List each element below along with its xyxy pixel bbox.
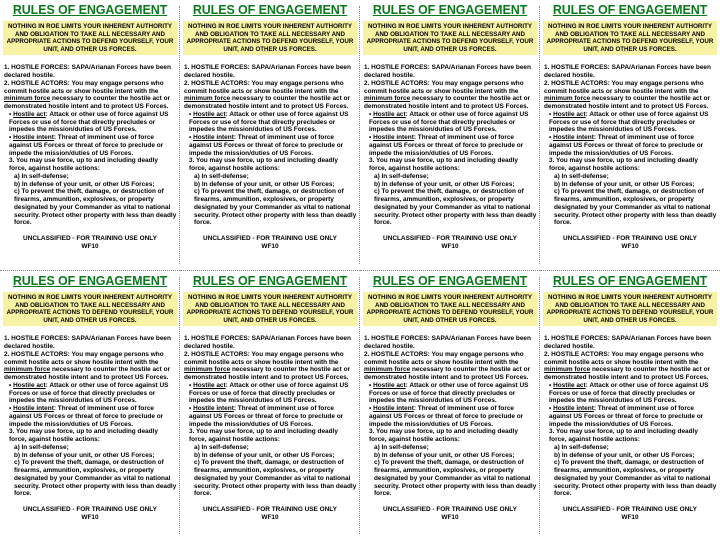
hostile-actors-text-cont: necessary to counter the hostile act or demonstrated hostile intent and to protect US Forces. [4,366,171,382]
hostile-forces-paragraph: 1. HOSTILE FORCES: SAPA/Arianan Forces have been declared hostile. [544,64,711,80]
authority-banner: NOTHING IN ROE LIMITS YOUR INHERENT AUTHORITY AND OBLIGATION TO TAKE ALL NECESSARY AND APPROPRIATE ACTIONS TO DEFEND YOURSELF, YOUR UNIT, AND OTHER US FORCES. [363,292,537,326]
hostile-actors-text: 2. HOSTILE ACTORS: You may engage persons who commit hostile acts or show hostile intent with the [4,350,164,366]
property-defense-item: c) To prevent the theft, damage, or destruction of firearms, ammunition, explosives, or property designated by your Commander as vital to national security. Protect other property with less than deadly force. [554,459,717,498]
minimum-force-term: minimum force [184,95,231,103]
unit-defense-item: b) In defense of your unit, or other US Forces; [194,180,335,188]
bullet-icon: • [549,405,552,413]
bullet-icon: • [189,110,192,118]
hostile-act-text: : Attack or other use of force against US Forces or use of force that directly precludes or impedes the mission/duties of US Forces. [369,381,529,405]
hostile-actors-text: 2. HOSTILE ACTORS: You may engage persons who commit hostile acts or show hostile intent with the [184,350,344,366]
classification-text: UNCLASSIFIED - FOR TRAINING USE ONLY [203,506,337,514]
hostile-act-term: Hostile act [193,110,226,118]
roe-card [360,270,540,540]
hostile-act-text: : Attack or other use of force against US Forces or use of force that directly precludes or impedes the mission/duties of US Forces. [189,381,349,405]
self-defense-item: a) In self-defense; [194,172,249,180]
card-title: RULES OF ENGAGEMENT [552,274,708,288]
hostile-act-term: Hostile act [373,381,406,389]
classification-footer [363,506,537,522]
bullet-icon: • [369,405,372,413]
self-defense-item: a) In self-defense; [554,443,609,451]
card-body [3,335,177,498]
hostile-actors-paragraph [4,80,177,111]
card-body [183,335,357,498]
use-of-force-paragraph: 3. You may use force, up to and including deadly force, against hostile actions: [189,157,338,173]
hostile-actors-text-cont: necessary to counter the hostile act or demonstrated hostile intent and to protect US Forces. [544,366,711,382]
hostile-intent-text: : Threat of imminent use of force against US Forces or threat of force to preclude or impede the mission/duties of US Forces. [549,134,704,157]
bullet-icon: • [9,110,12,118]
hostile-actors-text-cont: necessary to counter the hostile act or demonstrated hostile intent and to protect US Forces. [4,95,171,111]
use-of-force-paragraph: 3. You may use force, up to and including deadly force, against hostile actions: [369,157,518,173]
bullet-icon: • [9,405,12,413]
roe-card [0,270,180,540]
self-defense-item: a) In self-defense; [14,172,69,180]
hostile-intent-term: Hostile intent [373,405,414,413]
form-code: WF10 [261,513,279,521]
card-body [363,64,537,227]
hostile-actors-text: 2. HOSTILE ACTORS: You may engage persons who commit hostile acts or show hostile intent with the [184,79,344,95]
hostile-intent-definition [184,134,357,157]
use-of-force-paragraph: 3. You may use force, up to and including deadly force, against hostile actions: [549,157,698,173]
classification-text: UNCLASSIFIED - FOR TRAINING USE ONLY [23,235,157,243]
hostile-actors-text: 2. HOSTILE ACTORS: You may engage persons who commit hostile acts or show hostile intent with the [4,79,164,95]
bullet-icon: • [369,110,372,118]
classification-footer [3,506,177,522]
use-of-force-paragraph: 3. You may use force, up to and including deadly force, against hostile actions: [9,428,158,444]
card-title: RULES OF ENGAGEMENT [372,274,528,288]
unit-defense-item: b) In defense of your unit, or other US Forces; [14,451,155,459]
hostile-intent-definition [4,134,177,157]
card-body [543,64,717,227]
authority-banner: NOTHING IN ROE LIMITS YOUR INHERENT AUTHORITY AND OBLIGATION TO TAKE ALL NECESSARY AND APPROPRIATE ACTIONS TO DEFEND YOURSELF, YOUR UNIT, AND OTHER US FORCES. [3,21,177,55]
property-defense-item: c) To prevent the theft, damage, or destruction of firearms, ammunition, explosives, or property designated by your Commander as vital to national security. Protect other property with less than deadly force. [14,459,177,498]
card-title: RULES OF ENGAGEMENT [372,3,528,17]
use-of-force-paragraph: 3. You may use force, up to and including deadly force, against hostile actions: [189,428,338,444]
hostile-act-text: : Attack or other use of force against US Forces or use of force that directly precludes or impedes the mission/duties of US Forces. [369,110,529,134]
hostile-actors-text: 2. HOSTILE ACTORS: You may engage persons who commit hostile acts or show hostile intent with the [364,79,524,95]
hostile-intent-term: Hostile intent [553,405,594,413]
hostile-actors-paragraph [364,351,537,382]
roe-card [360,0,540,270]
hostile-intent-definition [364,134,537,157]
hostile-intent-definition [364,405,537,428]
use-of-force-paragraph: 3. You may use force, up to and including deadly force, against hostile actions: [369,428,518,444]
authority-banner: NOTHING IN ROE LIMITS YOUR INHERENT AUTHORITY AND OBLIGATION TO TAKE ALL NECESSARY AND APPROPRIATE ACTIONS TO DEFEND YOURSELF, YOUR UNIT, AND OTHER US FORCES. [3,292,177,326]
classification-footer [363,235,537,251]
card-title: RULES OF ENGAGEMENT [192,274,348,288]
form-code: WF10 [81,513,99,521]
form-code: WF10 [621,513,639,521]
roe-card [180,0,360,270]
bullet-icon: • [9,134,12,142]
classification-text: UNCLASSIFIED - FOR TRAINING USE ONLY [23,506,157,514]
hostile-intent-definition [4,405,177,428]
bullet-icon: • [189,134,192,142]
classification-footer [543,506,717,522]
bullet-icon: • [189,381,192,389]
minimum-force-term: minimum force [364,95,411,103]
hostile-actors-paragraph [544,351,717,382]
hostile-act-term: Hostile act [193,381,226,389]
card-title: RULES OF ENGAGEMENT [12,3,168,17]
card-body [3,64,177,227]
property-defense-item: c) To prevent the theft, damage, or destruction of firearms, ammunition, explosives, or property designated by your Commander as vital to national security. Protect other property with less than deadly force. [194,188,357,227]
hostile-act-definition [544,382,717,405]
authority-banner: NOTHING IN ROE LIMITS YOUR INHERENT AUTHORITY AND OBLIGATION TO TAKE ALL NECESSARY AND APPROPRIATE ACTIONS TO DEFEND YOURSELF, YOUR UNIT, AND OTHER US FORCES. [543,21,717,55]
property-defense-item: c) To prevent the theft, damage, or destruction of firearms, ammunition, explosives, or property designated by your Commander as vital to national security. Protect other property with less than deadly force. [14,188,177,227]
hostile-intent-text: : Threat of imminent use of force against US Forces or threat of force to preclude or impede the mission/duties of US Forces. [9,134,164,157]
classification-text: UNCLASSIFIED - FOR TRAINING USE ONLY [383,235,517,243]
bullet-icon: • [549,110,552,118]
self-defense-item: a) In self-defense; [14,443,69,451]
hostile-intent-text: : Threat of imminent use of force against US Forces or threat of force to preclude or impede the mission/duties of US Forces. [189,134,344,157]
hostile-forces-paragraph: 1. HOSTILE FORCES: SAPA/Arianan Forces have been declared hostile. [364,64,531,80]
hostile-actors-paragraph [184,80,357,111]
bullet-icon: • [369,381,372,389]
hostile-act-definition [184,382,357,405]
property-defense-item: c) To prevent the theft, damage, or destruction of firearms, ammunition, explosives, or property designated by your Commander as vital to national security. Protect other property with less than deadly force. [554,188,717,227]
property-defense-item: c) To prevent the theft, damage, or destruction of firearms, ammunition, explosives, or property designated by your Commander as vital to national security. Protect other property with less than deadly force. [194,459,357,498]
classification-footer [183,506,357,522]
hostile-act-term: Hostile act [373,110,406,118]
bullet-icon: • [549,381,552,389]
classification-footer [543,235,717,251]
hostile-intent-term: Hostile intent [553,134,594,142]
hostile-intent-term: Hostile intent [13,405,54,413]
minimum-force-term: minimum force [4,95,51,103]
authority-banner: NOTHING IN ROE LIMITS YOUR INHERENT AUTHORITY AND OBLIGATION TO TAKE ALL NECESSARY AND APPROPRIATE ACTIONS TO DEFEND YOURSELF, YOUR UNIT, AND OTHER US FORCES. [183,292,357,326]
self-defense-item: a) In self-defense; [374,172,429,180]
hostile-act-text: : Attack or other use of force against US Forces or use of force that directly precludes or impedes the mission/duties of US Forces. [549,110,709,134]
hostile-forces-paragraph: 1. HOSTILE FORCES: SAPA/Arianan Forces have been declared hostile. [544,335,711,351]
unit-defense-item: b) In defense of your unit, or other US Forces; [554,180,695,188]
hostile-actors-paragraph [544,80,717,111]
bullet-icon: • [549,134,552,142]
hostile-intent-term: Hostile intent [193,134,234,142]
hostile-act-term: Hostile act [553,381,586,389]
form-code: WF10 [441,513,459,521]
hostile-intent-definition [544,134,717,157]
card-title: RULES OF ENGAGEMENT [192,3,348,17]
classification-text: UNCLASSIFIED - FOR TRAINING USE ONLY [203,235,337,243]
unit-defense-item: b) In defense of your unit, or other US Forces; [554,451,695,459]
hostile-act-definition [364,382,537,405]
minimum-force-term: minimum force [4,366,51,374]
hostile-act-definition [364,111,537,134]
hostile-forces-paragraph: 1. HOSTILE FORCES: SAPA/Arianan Forces have been declared hostile. [4,64,171,80]
hostile-intent-definition [544,405,717,428]
bullet-icon: • [9,381,12,389]
hostile-act-term: Hostile act [553,110,586,118]
hostile-actors-text-cont: necessary to counter the hostile act or demonstrated hostile intent and to protect US Forces. [184,366,351,382]
hostile-intent-text: : Threat of imminent use of force against US Forces or threat of force to preclude or impede the mission/duties of US Forces. [9,405,164,428]
hostile-actors-paragraph [184,351,357,382]
authority-banner: NOTHING IN ROE LIMITS YOUR INHERENT AUTHORITY AND OBLIGATION TO TAKE ALL NECESSARY AND APPROPRIATE ACTIONS TO DEFEND YOURSELF, YOUR UNIT, AND OTHER US FORCES. [543,292,717,326]
card-title: RULES OF ENGAGEMENT [12,274,168,288]
roe-card [0,0,180,270]
roe-card [540,270,720,540]
unit-defense-item: b) In defense of your unit, or other US Forces; [194,451,335,459]
classification-footer [183,235,357,251]
hostile-act-definition [4,111,177,134]
hostile-actors-text: 2. HOSTILE ACTORS: You may engage persons who commit hostile acts or show hostile intent with the [364,350,524,366]
hostile-act-term: Hostile act [13,381,46,389]
classification-text: UNCLASSIFIED - FOR TRAINING USE ONLY [563,235,697,243]
hostile-forces-paragraph: 1. HOSTILE FORCES: SAPA/Arianan Forces have been declared hostile. [184,64,351,80]
unit-defense-item: b) In defense of your unit, or other US Forces; [14,180,155,188]
hostile-act-definition [544,111,717,134]
hostile-actors-text-cont: necessary to counter the hostile act or demonstrated hostile intent and to protect US Forces. [544,95,711,111]
hostile-act-text: : Attack or other use of force against US Forces or use of force that directly precludes or impedes the mission/duties of US Forces. [189,110,349,134]
hostile-intent-term: Hostile intent [13,134,54,142]
self-defense-item: a) In self-defense; [374,443,429,451]
minimum-force-term: minimum force [364,366,411,374]
hostile-intent-definition [184,405,357,428]
property-defense-item: c) To prevent the theft, damage, or destruction of firearms, ammunition, explosives, or property designated by your Commander as vital to national security. Protect other property with less than deadly force. [374,188,537,227]
form-code: WF10 [81,242,99,250]
hostile-forces-paragraph: 1. HOSTILE FORCES: SAPA/Arianan Forces have been declared hostile. [184,335,351,351]
minimum-force-term: minimum force [544,366,591,374]
hostile-act-definition [184,111,357,134]
classification-footer [3,235,177,251]
self-defense-item: a) In self-defense; [554,172,609,180]
hostile-actors-paragraph [364,80,537,111]
minimum-force-term: minimum force [184,366,231,374]
roe-card [180,270,360,540]
classification-text: UNCLASSIFIED - FOR TRAINING USE ONLY [383,506,517,514]
self-defense-item: a) In self-defense; [194,443,249,451]
hostile-forces-paragraph: 1. HOSTILE FORCES: SAPA/Arianan Forces have been declared hostile. [4,335,171,351]
minimum-force-term: minimum force [544,95,591,103]
hostile-actors-paragraph [4,351,177,382]
hostile-act-text: : Attack or other use of force against US Forces or use of force that directly precludes or impedes the mission/duties of US Forces. [9,381,169,405]
hostile-actors-text-cont: necessary to counter the hostile act or demonstrated hostile intent and to protect US Forces. [184,95,351,111]
hostile-act-text: : Attack or other use of force against US Forces or use of force that directly precludes or impedes the mission/duties of US Forces. [9,110,169,134]
card-body [363,335,537,498]
unit-defense-item: b) In defense of your unit, or other US Forces; [374,451,515,459]
unit-defense-item: b) In defense of your unit, or other US Forces; [374,180,515,188]
hostile-intent-text: : Threat of imminent use of force against US Forces or threat of force to preclude or impede the mission/duties of US Forces. [189,405,344,428]
card-body [543,335,717,498]
use-of-force-paragraph: 3. You may use force, up to and including deadly force, against hostile actions: [9,157,158,173]
hostile-act-text: : Attack or other use of force against US Forces or use of force that directly precludes or impedes the mission/duties of US Forces. [549,381,709,405]
form-code: WF10 [261,242,279,250]
form-code: WF10 [621,242,639,250]
classification-text: UNCLASSIFIED - FOR TRAINING USE ONLY [563,506,697,514]
bullet-icon: • [189,405,192,413]
hostile-actors-text: 2. HOSTILE ACTORS: You may engage persons who commit hostile acts or show hostile intent with the [544,350,704,366]
authority-banner: NOTHING IN ROE LIMITS YOUR INHERENT AUTHORITY AND OBLIGATION TO TAKE ALL NECESSARY AND APPROPRIATE ACTIONS TO DEFEND YOURSELF, YOUR UNIT, AND OTHER US FORCES. [363,21,537,55]
property-defense-item: c) To prevent the theft, damage, or destruction of firearms, ammunition, explosives, or property designated by your Commander as vital to national security. Protect other property with less than deadly force. [374,459,537,498]
authority-banner: NOTHING IN ROE LIMITS YOUR INHERENT AUTHORITY AND OBLIGATION TO TAKE ALL NECESSARY AND APPROPRIATE ACTIONS TO DEFEND YOURSELF, YOUR UNIT, AND OTHER US FORCES. [183,21,357,55]
hostile-actors-text: 2. HOSTILE ACTORS: You may engage persons who commit hostile acts or show hostile intent with the [544,79,704,95]
roe-card [540,0,720,270]
card-title: RULES OF ENGAGEMENT [552,3,708,17]
hostile-intent-text: : Threat of imminent use of force against US Forces or threat of force to preclude or impede the mission/duties of US Forces. [549,405,704,428]
hostile-intent-term: Hostile intent [193,405,234,413]
use-of-force-paragraph: 3. You may use force, up to and including deadly force, against hostile actions: [549,428,698,444]
hostile-actors-text-cont: necessary to counter the hostile act or demonstrated hostile intent and to protect US Forces. [364,95,531,111]
hostile-intent-term: Hostile intent [373,134,414,142]
hostile-act-definition [4,382,177,405]
card-body [183,64,357,227]
form-code: WF10 [441,242,459,250]
hostile-intent-text: : Threat of imminent use of force against US Forces or threat of force to preclude or impede the mission/duties of US Forces. [369,134,524,157]
hostile-act-term: Hostile act [13,110,46,118]
bullet-icon: • [369,134,372,142]
hostile-intent-text: : Threat of imminent use of force against US Forces or threat of force to preclude or impede the mission/duties of US Forces. [369,405,524,428]
hostile-actors-text-cont: necessary to counter the hostile act or demonstrated hostile intent and to protect US Forces. [364,366,531,382]
hostile-forces-paragraph: 1. HOSTILE FORCES: SAPA/Arianan Forces have been declared hostile. [364,335,531,351]
